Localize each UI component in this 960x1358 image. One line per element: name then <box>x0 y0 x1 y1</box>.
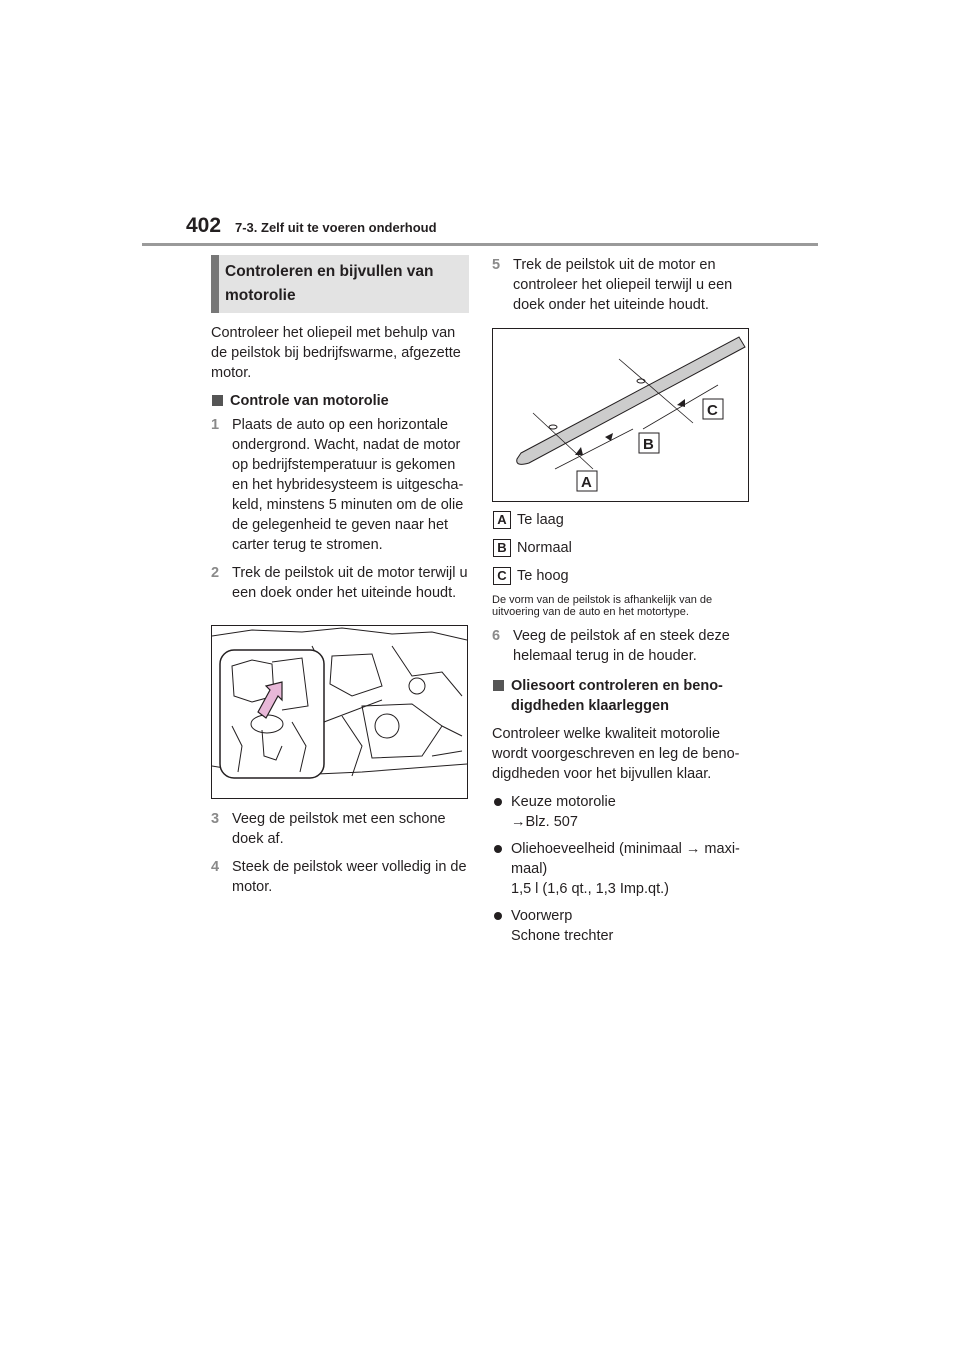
chapter-title: 7-3. Zelf uit te voeren onderhoud <box>235 220 437 235</box>
bullet-ref: →Blz. 507 <box>511 814 578 830</box>
intro-text: Controleer het oliepeil met behulp van de peilstok bij bedrijfswarme, afgezette motor. <box>211 325 461 381</box>
diagram-label-b: B <box>643 436 654 453</box>
subheading-text: Oliesoort controleren en beno-digdheden klaarleggen <box>511 678 723 714</box>
bullet-value: Schone trechter <box>511 928 614 944</box>
step-number: 5 <box>492 257 501 273</box>
bullet-oil-choice <box>492 792 750 832</box>
engine-bay-icon <box>212 626 467 798</box>
square-bullet-icon <box>493 680 504 691</box>
bullet-dot-icon <box>494 798 502 806</box>
bullet-value: 1,5 l (1,6 qt., 1,3 Imp.qt.) <box>511 881 669 897</box>
diagram-label-c: C <box>707 402 718 419</box>
legend-item-c <box>492 566 750 586</box>
engine-illustration <box>211 625 468 799</box>
bullet-line: Voorwerp <box>511 908 573 924</box>
page-number: 402 <box>186 214 222 237</box>
bullet-dot-icon <box>494 845 502 853</box>
step-text: Trek de peilstok uit de motor en controleer het oliepeil terwijl u een doek onder het uiteinde houdt. <box>513 257 733 313</box>
left-column <box>211 255 469 897</box>
legend-item-b <box>492 538 750 558</box>
legend-item-a <box>492 510 750 530</box>
step-2 <box>211 563 469 603</box>
dipstick-icon <box>493 329 748 501</box>
bullet-dot-icon <box>494 912 502 920</box>
legend-key: A <box>493 511 511 529</box>
step-number: 6 <box>492 628 501 644</box>
bullet-oil-quantity <box>492 839 750 899</box>
bullet-line: Oliehoeveelheid (minimaal → maxi-maal) <box>511 841 740 877</box>
step-6 <box>492 626 750 666</box>
legend-key: C <box>493 567 511 585</box>
step-5 <box>492 255 750 315</box>
right-column <box>492 255 750 946</box>
dipstick-diagram <box>492 328 749 502</box>
step-text: Veeg de peilstok met een schone doek af. <box>232 811 446 847</box>
header-divider <box>142 243 818 246</box>
step-number: 1 <box>211 417 220 433</box>
step-3 <box>211 809 469 849</box>
step-text: Plaats de auto op een horizontale ondergrond. Wacht, nadat de motor op bedrijfstemperatuur is gekomen en het hybridesysteem is uitgescha-keld, minstens 5 minuten om de olie de gelegenheid te geven naar het carter terug te stromen. <box>232 417 464 553</box>
dipstick-note: De vorm van de peilstok is afhankelijk van de uitvoering van de auto en het motortype. <box>492 594 713 618</box>
step-number: 2 <box>211 565 220 581</box>
step-text: Trek de peilstok uit de motor terwijl u een doek onder het uiteinde houdt. <box>232 565 468 601</box>
diagram-label-a: A <box>581 474 592 491</box>
subheading-oil-type <box>492 676 750 716</box>
subheading-text: Controle van motorolie <box>230 393 389 409</box>
step-number: 4 <box>211 859 220 875</box>
subheading-check-oil <box>211 391 469 411</box>
step-text: Veeg de peilstok af en steek deze helemaal terug in de houder. <box>513 628 730 664</box>
legend-text: Te hoog <box>517 568 569 584</box>
legend-text: Normaal <box>517 540 572 556</box>
section-title: Controleren en bijvullen van motorolie <box>211 255 469 313</box>
oil-type-text: Controleer welke kwaliteit motorolie wordt voorgeschreven en leg de beno-digdheden voor het bijvullen klaar. <box>492 726 740 782</box>
square-bullet-icon <box>212 395 223 406</box>
step-1 <box>211 415 469 555</box>
step-4 <box>211 857 469 897</box>
legend-text: Te laag <box>517 512 564 528</box>
step-text: Steek de peilstok weer volledig in de motor. <box>232 859 467 895</box>
bullet-tool <box>492 906 750 946</box>
legend-key: B <box>493 539 511 557</box>
bullet-line: Keuze motorolie <box>511 794 616 810</box>
step-number: 3 <box>211 811 220 827</box>
